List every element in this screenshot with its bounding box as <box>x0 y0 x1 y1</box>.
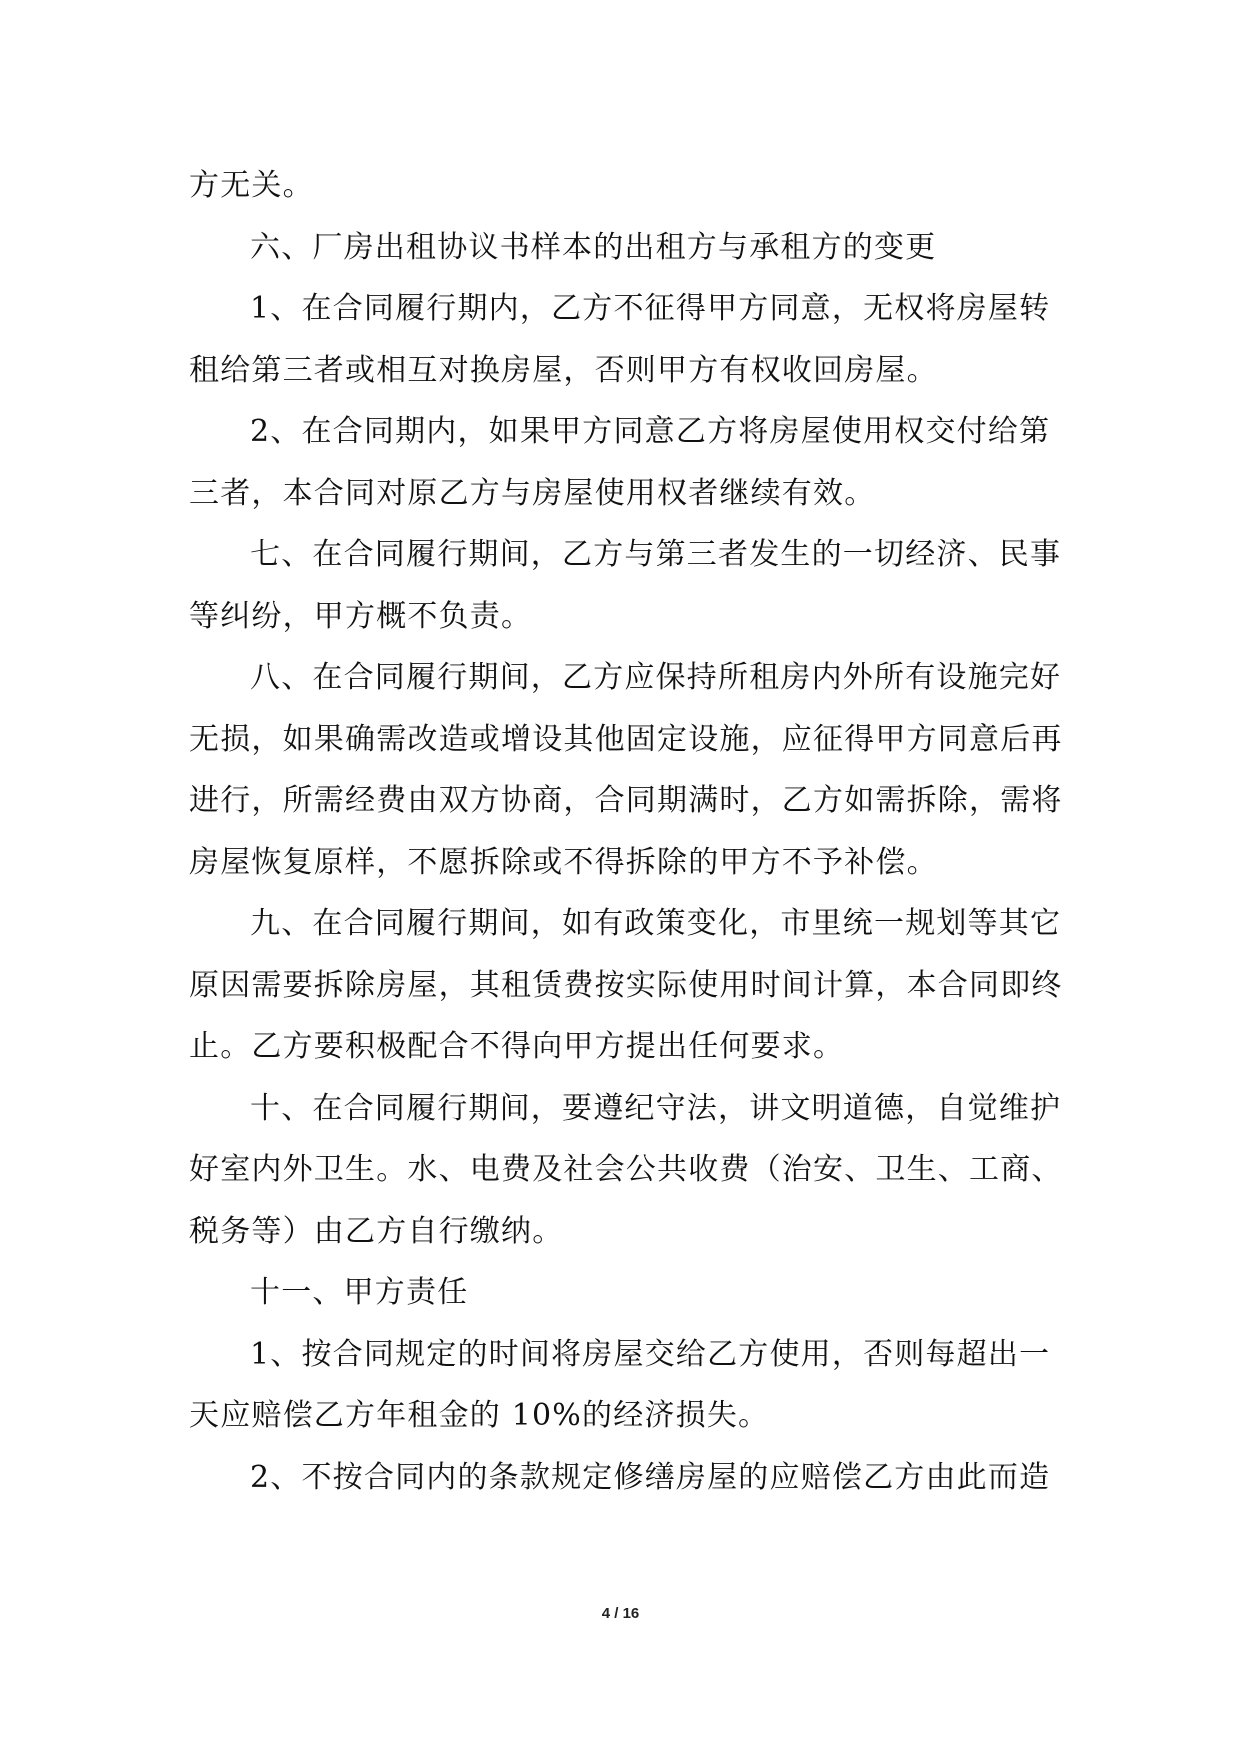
page-number: 4 / 16 <box>601 1605 640 1622</box>
text-line: 等纠纷，甲方概不负责。 <box>189 598 533 634</box>
section-heading: 十一、甲方责任 <box>250 1275 469 1310</box>
text-line: 无损，如果确需改造或增设其他固定设施，应征得甲方同意后再 <box>189 721 1063 757</box>
text-line: 原因需要拆除房屋，其租赁费按实际使用时间计算，本合同即终 <box>189 967 1063 1003</box>
text-line: 1、按合同规定的时间将房屋交给乙方使用，否则每超出一 <box>250 1336 1051 1372</box>
text-line: 止。乙方要积极配合不得向甲方提出任何要求。 <box>189 1029 845 1064</box>
text-line: 三者，本合同对原乙方与房屋使用权者继续有效。 <box>189 475 876 511</box>
text-line: 税务等）由乙方自行缴纳。 <box>189 1213 564 1249</box>
text-line: 租给第三者或相互对换房屋，否则甲方有权收回房屋。 <box>189 352 938 388</box>
text-line: 好室内外卫生。水、电费及社会公共收费（治安、卫生、工商、 <box>189 1152 1063 1187</box>
text-line: 2、不按合同内的条款规定修缮房屋的应赔偿乙方由此而造 <box>250 1459 1051 1495</box>
text-line: 十、在合同履行期间，要遵纪守法，讲文明道德，自觉维护 <box>250 1090 1062 1126</box>
text-line: 房屋恢复原样，不愿拆除或不得拆除的甲方不予补偿。 <box>189 844 938 880</box>
document-body <box>189 155 1063 1508</box>
text-line: 八、在合同履行期间，乙方应保持所租房内外所有设施完好 <box>250 660 1062 695</box>
text-line: 1、在合同履行期内，乙方不征得甲方同意，无权将房屋转 <box>250 291 1051 326</box>
text-line: 天应赔偿乙方年租金的 10%的经济损失。 <box>189 1398 770 1433</box>
text-line: 七、在合同履行期间，乙方与第三者发生的一切经济、民事 <box>250 537 1062 572</box>
text-line: 2、在合同期内，如果甲方同意乙方将房屋使用权交付给第 <box>250 414 1051 449</box>
section-heading: 六、厂房出租协议书样本的出租方与承租方的变更 <box>250 229 937 265</box>
text-line: 方无关。 <box>189 168 314 203</box>
text-line: 进行，所需经费由双方协商，合同期满时，乙方如需拆除，需将 <box>189 783 1063 818</box>
text-line: 九、在合同履行期间，如有政策变化，市里统一规划等其它 <box>250 906 1062 941</box>
